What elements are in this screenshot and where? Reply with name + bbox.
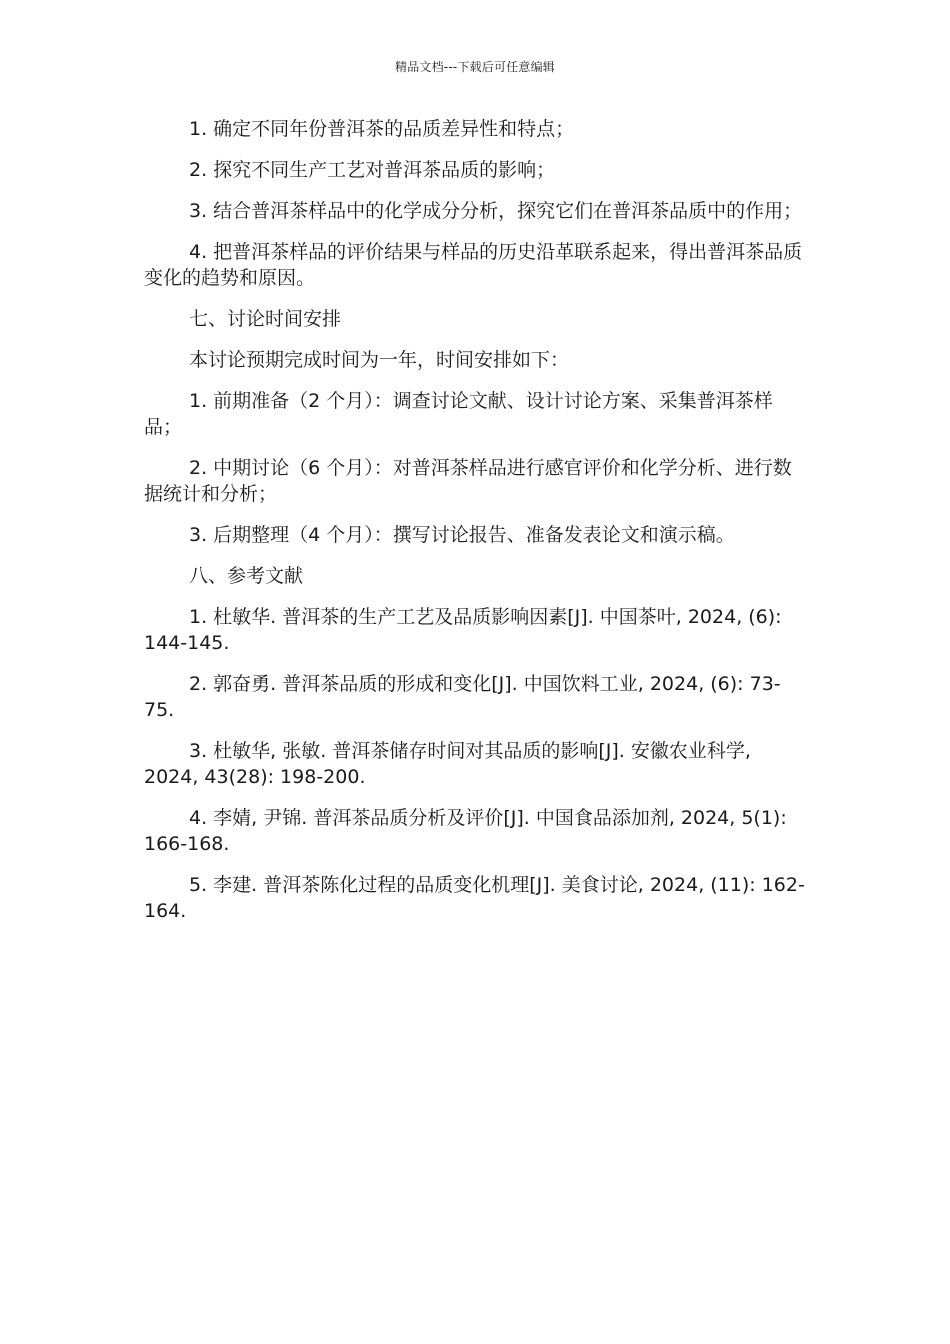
reference-item-5: 5. 李建. 普洱茶陈化过程的品质变化机理[J]. 美食讨论, 2024, (11): 162-164. [144,874,805,922]
schedule-item-3: 3. 后期整理（4 个月）：撰写讨论报告、准备发表论文和演示稿。 [189,524,735,546]
schedule-item-2: 2. 中期讨论（6 个月）：对普洱茶样品进行感官评价和化学分析、进行数据统计和分析； [144,457,792,505]
section-heading-references: 八、参考文献 [189,565,304,587]
objective-item-1: 1. 确定不同年份普洱茶的品质差异性和特点； [189,118,575,140]
reference-item-3: 3. 杜敏华, 张敏. 普洱茶储存时间对其品质的影响[J]. 安徽农业科学, 2024, 43(28): 198-200. [144,740,751,788]
schedule-intro: 本讨论预期完成时间为一年，时间安排如下： [189,349,570,371]
objective-item-3: 3. 结合普洱茶样品中的化学成分分析，探究它们在普洱茶品质中的作用； [189,200,803,222]
page-header: 精品文档---下载后可任意编辑 [395,60,555,74]
reference-item-1: 1. 杜敏华. 普洱茶的生产工艺及品质影响因素[J]. 中国茶叶, 2024, (6): 144-145. [144,606,782,654]
reference-item-4: 4. 李婧, 尹锦. 普洱茶品质分析及评价[J]. 中国食品添加剂, 2024, 5(1): 166-168. [144,807,787,855]
document-body [144,116,806,939]
objective-item-4: 4. 把普洱茶样品的评价结果与样品的历史沿革联系起来，得出普洱茶品质变化的趋势和原因。 [144,241,803,289]
reference-item-2: 2. 郭奋勇. 普洱茶品质的形成和变化[J]. 中国饮料工业, 2024, (6): 73-75. [144,673,781,721]
schedule-item-1: 1. 前期准备（2 个月）：调查讨论文献、设计讨论方案、采集普洱茶样品； [144,390,773,438]
objective-item-2: 2. 探究不同生产工艺对普洱茶品质的影响； [189,159,556,181]
section-heading-schedule: 七、讨论时间安排 [189,308,342,330]
